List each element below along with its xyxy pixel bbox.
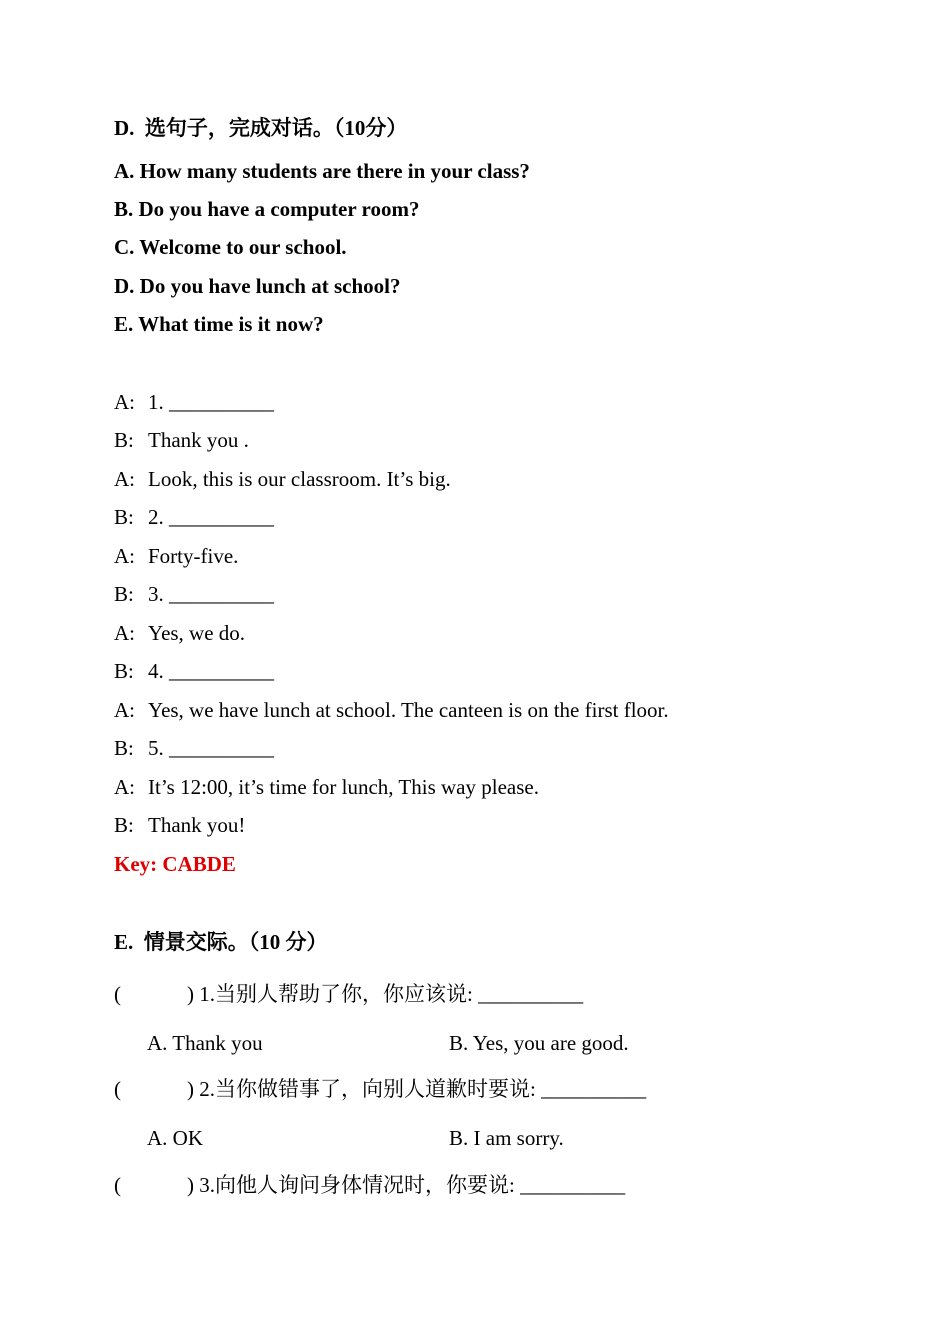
question-2-option-b: B. I am sorry. bbox=[449, 1126, 564, 1150]
option-c: C. Welcome to our school. bbox=[114, 235, 347, 259]
speaker: A: bbox=[114, 390, 135, 414]
question-2-option-a: A. OK bbox=[147, 1126, 203, 1150]
dialogue-line-3 bbox=[114, 466, 451, 492]
dialogue-line-6 bbox=[114, 581, 274, 607]
dialogue-text: It’s 12:00, it’s time for lunch, This way please. bbox=[148, 775, 539, 799]
speaker: A: bbox=[114, 698, 135, 722]
section-d-heading: D. 选句子，完成对话。（10分） bbox=[114, 116, 408, 140]
answer-bracket: ( bbox=[114, 982, 121, 1006]
question-1 bbox=[114, 981, 583, 1007]
dialogue-line-5 bbox=[114, 543, 238, 569]
dialogue-line-4 bbox=[114, 504, 274, 530]
question-3 bbox=[114, 1172, 625, 1198]
dialogue-text: 5. __________ bbox=[148, 736, 274, 760]
dialogue-line-2 bbox=[114, 427, 249, 453]
dialogue-line-10 bbox=[114, 735, 274, 761]
dialogue-text: Forty-five. bbox=[148, 544, 239, 568]
speaker: B: bbox=[114, 659, 134, 683]
speaker: A: bbox=[114, 544, 135, 568]
speaker: A: bbox=[114, 621, 135, 645]
speaker: A: bbox=[114, 775, 135, 799]
dialogue-line-9 bbox=[114, 697, 669, 723]
dialogue-text: Thank you . bbox=[148, 428, 249, 452]
dialogue-line-1 bbox=[114, 389, 274, 415]
dialogue-text: 1. __________ bbox=[148, 390, 274, 414]
option-b: B. Do you have a computer room? bbox=[114, 197, 420, 221]
dialogue-line-11 bbox=[114, 774, 539, 800]
question-2 bbox=[114, 1076, 646, 1102]
dialogue-text: 3. __________ bbox=[148, 582, 274, 606]
option-e: E. What time is it now? bbox=[114, 312, 324, 336]
speaker: B: bbox=[114, 428, 134, 452]
dialogue-text: Yes, we have lunch at school. The canteen is on the first floor. bbox=[148, 698, 669, 722]
dialogue-text: 2. __________ bbox=[148, 505, 274, 529]
option-a: A. How many students are there in your class? bbox=[114, 159, 530, 183]
speaker: B: bbox=[114, 813, 134, 837]
question-text: ) 3.向他人询问身体情况时，你要说: __________ bbox=[187, 1173, 626, 1197]
dialogue-text: Look, this is our classroom. It’s big. bbox=[148, 467, 451, 491]
dialogue-text: Yes, we do. bbox=[148, 621, 246, 645]
speaker: B: bbox=[114, 505, 134, 529]
question-text: ) 2.当你做错事了，向别人道歉时要说: __________ bbox=[187, 1077, 647, 1101]
answer-key: Key: CABDE bbox=[114, 852, 236, 876]
answer-bracket: ( bbox=[114, 1173, 121, 1197]
question-1-option-b: B. Yes, you are good. bbox=[449, 1031, 629, 1055]
section-e-heading: E. 情景交际。（10 分） bbox=[114, 930, 328, 954]
speaker: B: bbox=[114, 582, 134, 606]
question-text: ) 1.当别人帮助了你，你应该说: __________ bbox=[187, 982, 584, 1006]
speaker: B: bbox=[114, 736, 134, 760]
dialogue-text: Thank you! bbox=[148, 813, 246, 837]
speaker: A: bbox=[114, 467, 135, 491]
dialogue-text: 4. __________ bbox=[148, 659, 274, 683]
dialogue-line-8 bbox=[114, 658, 274, 684]
answer-bracket: ( bbox=[114, 1077, 121, 1101]
dialogue-line-12 bbox=[114, 812, 245, 838]
question-1-option-a: A. Thank you bbox=[147, 1031, 263, 1055]
option-d: D. Do you have lunch at school? bbox=[114, 274, 401, 298]
dialogue-line-7 bbox=[114, 620, 245, 646]
